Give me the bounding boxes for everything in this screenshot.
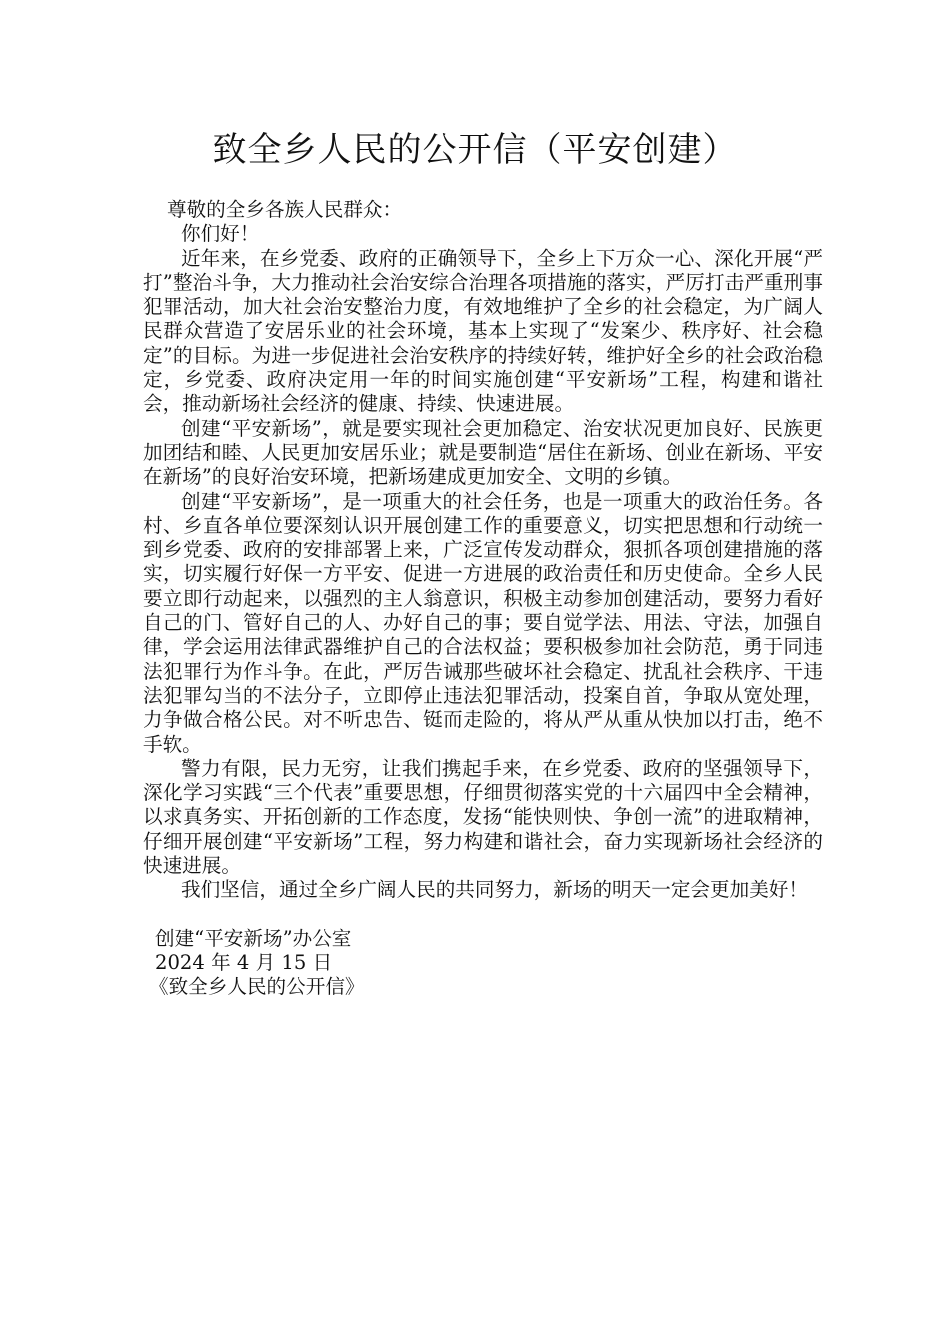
- paragraph: 警力有限，民力无穷，让我们携起手来，在乡党委、政府的坚强领导下，深化学习实践“三个代表”重要思想，仔细贯彻落实党的十六届四中全会精神，以求真务实、开拓创新的工作态度，发扬“能快则快、争创一流”的进取精神，仔细开展创建“平安新场”工程，努力构建和谐社会，奋力实现新场社会经济的快速进展。: [143, 756, 823, 878]
- paragraph: 创建“平安新场”，就是要实现社会更加稳定、治安状况更加良好、民族更加团结和睦、人民更加安居乐业；就是要制造“居住在新场、创业在新场、平安在新场”的良好治安环境，把新场建成更加安全、文明的乡镇。: [143, 416, 823, 489]
- signature-date: 2024 年 4 月 15 日: [155, 950, 333, 974]
- signature-spacer: [143, 903, 823, 927]
- paragraph: 近年来，在乡党委、政府的正确领导下，全乡上下万众一心、深化开展“严打”整治斗争，大力推动社会治安综合治理各项措施的落实，严厉打击严重刑事犯罪活动，加大社会治安整治力度，有效地维护了全乡的社会稳定，为广阔人民群众营造了安居乐业的社会环境，基本上实现了“发案少、秩序好、社会稳定”的目标。为进一步促进社会治安秩序的持续好转，维护好全乡的社会政治稳定，乡党委、政府决定用一年的时间实施创建“平安新场”工程，构建和谐社会，推动新场社会经济的健康、持续、快速进展。: [143, 246, 823, 416]
- document-title: 致全乡人民的公开信（平安创建）: [212, 130, 738, 170]
- letter-body: [143, 198, 823, 1000]
- salutation: 尊敬的全乡各族人民群众：: [167, 198, 403, 221]
- signature-reference: 《致全乡人民的公开信》: [149, 975, 365, 999]
- paragraph: 我们坚信，通过全乡广阔人民的共同努力，新场的明天一定会更加美好！: [181, 878, 808, 902]
- signature-office: 创建“平安新场”办公室: [155, 926, 352, 950]
- paragraph: 创建“平安新场”，是一项重大的社会任务，也是一项重大的政治任务。各村、乡直各单位要深刻认识开展创建工作的重要意义，切实把思想和行动统一到乡党委、政府的安排部署上来，广泛宣传发动群众，狠抓各项创建措施的落实，切实履行好保一方平安、促进一方进展的政治责任和历史使命。全乡人民要立即行动起来，以强烈的主人翁意识，积极主动参加创建活动，要努力看好自己的门、管好自己的人、办好自己的事；要自觉学法、用法、守法，加强自律，学会运用法律武器维护自己的合法权益；要积极参加社会防范，勇于同违法犯罪行为作斗争。在此，严厉告诫那些破坏社会稳定、扰乱社会秩序、干违法犯罪勾当的不法分子，立即停止违法犯罪活动，投案自首，争取从宽处理，力争做合格公民。对不听忠告、铤而走险的，将从严从重从快加以打击，绝不手软。: [143, 489, 823, 756]
- greeting: 你们好！: [181, 222, 260, 246]
